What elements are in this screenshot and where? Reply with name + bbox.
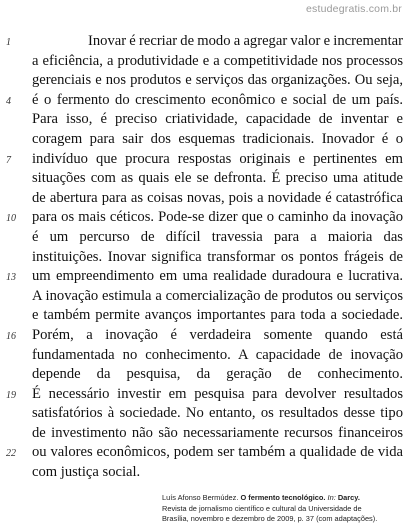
passage-line (0, 306, 409, 326)
line-text: de investimento não são necessariamente recursos financeiros (32, 424, 403, 441)
passage-line (0, 169, 409, 189)
line-text: para os mais céticos. Pode-se dizer que o caminho da inovação (32, 209, 403, 226)
line-text: A inovação estimula a comercialização de produtos ou serviços (32, 287, 403, 304)
line-text: gerenciais e nos produtos e serviços das organizações. Ou seja, (32, 72, 403, 89)
citation-line-2: Revista de jornalismo científico e cultural da Universidade de (162, 503, 362, 513)
line-text: Porém, a inovação é verdadeira somente quando está (32, 326, 403, 343)
line-text: a eficiência, a produtividade e a competitividade nos processos (32, 52, 403, 69)
line-number: 4 (6, 95, 11, 107)
passage-line (0, 443, 409, 463)
passage-line (0, 424, 409, 444)
passage-line (0, 228, 409, 248)
passage-line (0, 110, 409, 130)
passage-line (0, 91, 409, 111)
passage-line (0, 267, 409, 287)
line-text: de abertura para as coisas novas, pois a novidade é catastrófica (32, 189, 403, 206)
passage-text (0, 32, 409, 483)
line-text: é um percurso de difícil travessia para a maioria das (32, 228, 403, 245)
passage-line (0, 208, 409, 228)
passage-line (0, 71, 409, 91)
citation-journal: Darcy. (337, 493, 360, 502)
passage-line (0, 150, 409, 170)
citation-title: O fermento tecnológico. (240, 493, 326, 502)
line-text: Para isso, é preciso criatividade, capacidade de inventar e (32, 111, 403, 128)
passage-line (0, 385, 409, 405)
passage-line (0, 365, 409, 385)
line-text: e também permite avanços importantes para toda a sociedade. (32, 307, 403, 324)
line-text: É necessário investir em pesquisa para devolver resultados (32, 385, 403, 402)
passage-line (0, 346, 409, 366)
source-citation (162, 493, 404, 525)
passage-line (0, 248, 409, 268)
passage-line (0, 287, 409, 307)
citation-author: Luís Afonso Bermúdez. (162, 493, 239, 502)
line-text: depende da pesquisa, da geração de conhecimento. (32, 366, 403, 383)
citation-line-3: Brasília, novembro e dezembro de 2009, p. 37 (com adaptações). (162, 514, 378, 523)
passage-line (0, 326, 409, 346)
citation-in-label: In: (327, 493, 336, 502)
passage-line (0, 404, 409, 424)
line-text: ou valores econômicos, podem ser também a qualidade de vida (32, 444, 403, 461)
line-text: um empreendimento em uma realidade duradoura e lucrativa. (32, 268, 403, 285)
line-number: 7 (6, 154, 11, 166)
line-number: 22 (6, 448, 16, 460)
line-number: 16 (6, 330, 16, 342)
line-number: 19 (6, 389, 16, 401)
passage-line (0, 32, 409, 52)
line-text: coragem para sair dos esquemas tradicionais. Inovador é o (32, 130, 403, 147)
line-text: é o fermento do crescimento econômico e social de um país. (32, 91, 403, 108)
passage-line (0, 189, 409, 209)
citation-line-1 (162, 493, 404, 504)
line-text: instituições. Inovar significa transformar os pontos frágeis de (32, 248, 403, 265)
passage-line (0, 52, 409, 72)
line-number: 1 (6, 37, 11, 48)
line-text: situações com as quais ele se defronta. É preciso uma atitude (32, 170, 403, 187)
line-text: com justiça social. (32, 464, 141, 481)
line-text: indivíduo que procura respostas originais e pertinentes em (32, 150, 403, 167)
line-number: 13 (6, 272, 16, 284)
line-number: 10 (6, 213, 16, 225)
passage-line (0, 463, 409, 483)
line-text: satisfatórios à sociedade. No entanto, os resultados desse tipo (32, 405, 403, 422)
line-text: fundamentada no conhecimento. A capacidade de inovação (32, 346, 403, 363)
passage-line (0, 130, 409, 150)
site-watermark: estudegratis.com.br (305, 3, 402, 15)
line-text: Inovar é recriar de modo a agregar valor e incrementar (88, 33, 403, 49)
